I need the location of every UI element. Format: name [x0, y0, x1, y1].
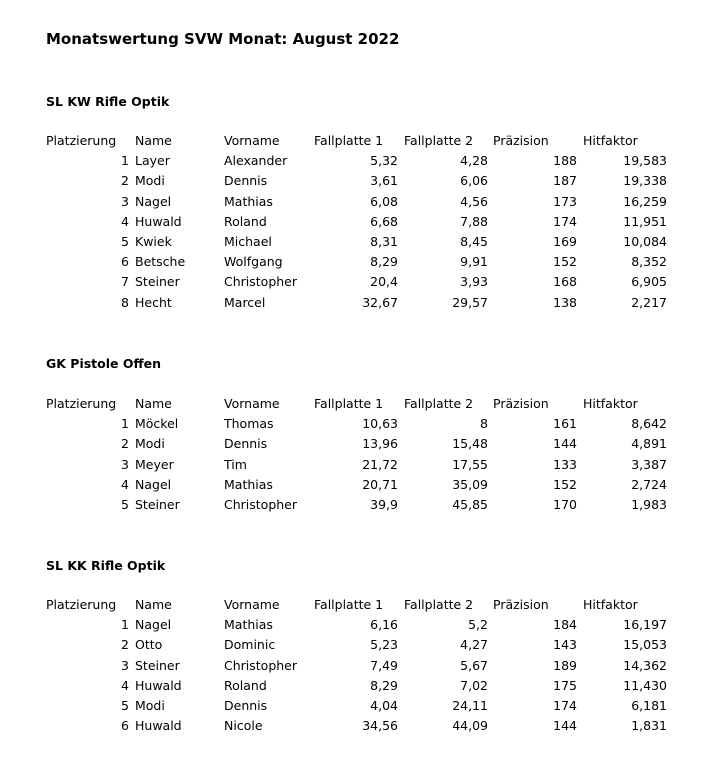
- cell-hitfaktor: 16,259: [623, 193, 667, 209]
- cell-placement: 4: [121, 476, 129, 492]
- cell-fallplatte-2: 7,88: [460, 213, 488, 229]
- header-vorname: Vorname: [224, 396, 280, 411]
- cell-fallplatte-1: 4,04: [370, 697, 398, 713]
- cell-praezision: 144: [553, 436, 577, 452]
- cell-hitfaktor: 3,387: [631, 456, 667, 472]
- cell-vorname: Michael: [224, 233, 272, 249]
- cell-placement: 1: [121, 617, 129, 633]
- cell-fallplatte-2: 24,11: [452, 697, 488, 713]
- cell-fallplatte-2: 15,48: [452, 436, 488, 452]
- cell-hitfaktor: 1,983: [631, 496, 667, 512]
- cell-fallplatte-2: 17,55: [452, 456, 488, 472]
- cell-praezision: 173: [553, 193, 577, 209]
- cell-placement: 3: [121, 657, 129, 673]
- cell-placement: 8: [121, 294, 129, 310]
- cell-name: Möckel: [135, 416, 179, 432]
- cell-placement: 3: [121, 193, 129, 209]
- cell-fallplatte-1: 6,68: [370, 213, 398, 229]
- header-fallplatte-1: Fallplatte 1: [314, 133, 384, 148]
- cell-vorname: Roland: [224, 677, 267, 693]
- cell-fallplatte-1: 32,67: [362, 294, 398, 310]
- cell-praezision: 174: [553, 213, 577, 229]
- header-vorname: Vorname: [224, 133, 280, 148]
- cell-placement: 4: [121, 677, 129, 693]
- cell-hitfaktor: 1,831: [631, 718, 667, 734]
- cell-fallplatte-2: 7,02: [460, 677, 488, 693]
- cell-name: Huwald: [135, 718, 182, 734]
- table-header-row: [0, 595, 712, 615]
- table-row: [0, 656, 712, 676]
- cell-fallplatte-1: 39,9: [370, 496, 398, 512]
- cell-fallplatte-2: 29,57: [452, 294, 488, 310]
- cell-vorname: Alexander: [224, 153, 288, 169]
- header-fallplatte-2: Fallplatte 2: [404, 133, 474, 148]
- table-row: [0, 716, 712, 736]
- cell-fallplatte-2: 6,06: [460, 173, 488, 189]
- cell-fallplatte-1: 20,4: [370, 274, 398, 290]
- cell-praezision: 133: [553, 456, 577, 472]
- table-row: [0, 475, 712, 495]
- cell-vorname: Dennis: [224, 173, 268, 189]
- cell-placement: 5: [121, 496, 129, 512]
- cell-vorname: Mathias: [224, 193, 273, 209]
- cell-hitfaktor: 19,338: [623, 173, 667, 189]
- table-row: [0, 455, 712, 475]
- cell-name: Meyer: [135, 456, 174, 472]
- cell-fallplatte-1: 6,08: [370, 193, 398, 209]
- cell-placement: 2: [121, 436, 129, 452]
- header-name: Name: [135, 597, 172, 612]
- table-row: [0, 434, 712, 454]
- cell-fallplatte-1: 6,16: [370, 617, 398, 633]
- cell-hitfaktor: 4,891: [631, 436, 667, 452]
- table-row: [0, 495, 712, 515]
- cell-fallplatte-1: 3,61: [370, 173, 398, 189]
- cell-name: Steiner: [135, 274, 180, 290]
- header-hitfaktor: Hitfaktor: [583, 597, 638, 612]
- cell-fallplatte-2: 8,45: [460, 233, 488, 249]
- cell-fallplatte-2: 5,2: [468, 617, 488, 633]
- cell-placement: 2: [121, 173, 129, 189]
- cell-praezision: 152: [553, 254, 577, 270]
- header-name: Name: [135, 133, 172, 148]
- cell-name: Hecht: [135, 294, 172, 310]
- page-title: Monatswertung SVW Monat: August 2022: [46, 30, 400, 48]
- cell-name: Nagel: [135, 193, 172, 209]
- cell-fallplatte-2: 3,93: [460, 274, 488, 290]
- table-row: [0, 192, 712, 212]
- table-row: [0, 635, 712, 655]
- cell-name: Huwald: [135, 677, 182, 693]
- header-praezision: Präzision: [493, 597, 549, 612]
- cell-praezision: 144: [553, 718, 577, 734]
- cell-vorname: Dominic: [224, 637, 276, 653]
- cell-fallplatte-1: 7,49: [370, 657, 398, 673]
- cell-praezision: 175: [553, 677, 577, 693]
- header-fallplatte-1: Fallplatte 1: [314, 396, 384, 411]
- table-row: [0, 293, 712, 313]
- cell-hitfaktor: 2,724: [631, 476, 667, 492]
- cell-placement: 4: [121, 213, 129, 229]
- section-title-gk-pistole-offen: GK Pistole Offen: [46, 356, 161, 371]
- cell-fallplatte-2: 35,09: [452, 476, 488, 492]
- cell-name: Betsche: [135, 254, 186, 270]
- cell-vorname: Christopher: [224, 274, 298, 290]
- cell-placement: 2: [121, 637, 129, 653]
- cell-praezision: 152: [553, 476, 577, 492]
- section-title-sl-kk-rifle-optik: SL KK Rifle Optik: [46, 558, 166, 573]
- cell-fallplatte-2: 4,27: [460, 637, 488, 653]
- results-table-sl-kk-rifle-optik: [0, 595, 712, 736]
- cell-name: Nagel: [135, 476, 172, 492]
- cell-name: Modi: [135, 173, 165, 189]
- cell-fallplatte-2: 9,91: [460, 254, 488, 270]
- cell-vorname: Roland: [224, 213, 267, 229]
- cell-fallplatte-1: 10,63: [362, 416, 398, 432]
- cell-vorname: Marcel: [224, 294, 266, 310]
- cell-placement: 7: [121, 274, 129, 290]
- cell-hitfaktor: 6,905: [631, 274, 667, 290]
- cell-vorname: Mathias: [224, 476, 273, 492]
- cell-vorname: Wolfgang: [224, 254, 283, 270]
- cell-name: Modi: [135, 436, 165, 452]
- table-row: [0, 414, 712, 434]
- cell-placement: 5: [121, 233, 129, 249]
- cell-praezision: 138: [553, 294, 577, 310]
- header-hitfaktor: Hitfaktor: [583, 396, 638, 411]
- table-row: [0, 272, 712, 292]
- cell-praezision: 169: [553, 233, 577, 249]
- table-row: [0, 151, 712, 171]
- cell-placement: 6: [121, 718, 129, 734]
- cell-praezision: 174: [553, 697, 577, 713]
- cell-hitfaktor: 19,583: [623, 153, 667, 169]
- cell-vorname: Thomas: [224, 416, 274, 432]
- cell-placement: 6: [121, 254, 129, 270]
- header-fallplatte-1: Fallplatte 1: [314, 597, 384, 612]
- cell-fallplatte-1: 13,96: [362, 436, 398, 452]
- cell-praezision: 188: [553, 153, 577, 169]
- cell-hitfaktor: 10,084: [623, 233, 667, 249]
- header-hitfaktor: Hitfaktor: [583, 133, 638, 148]
- cell-hitfaktor: 14,362: [623, 657, 667, 673]
- cell-praezision: 184: [553, 617, 577, 633]
- results-table-gk-pistole-offen: [0, 394, 712, 515]
- table-header-row: [0, 131, 712, 151]
- cell-praezision: 143: [553, 637, 577, 653]
- cell-fallplatte-1: 8,29: [370, 677, 398, 693]
- cell-fallplatte-2: 8: [480, 416, 488, 432]
- cell-praezision: 187: [553, 173, 577, 189]
- cell-hitfaktor: 16,197: [623, 617, 667, 633]
- cell-hitfaktor: 6,181: [631, 697, 667, 713]
- table-row: [0, 696, 712, 716]
- cell-fallplatte-1: 5,32: [370, 153, 398, 169]
- table-row: [0, 212, 712, 232]
- cell-praezision: 189: [553, 657, 577, 673]
- cell-fallplatte-1: 8,31: [370, 233, 398, 249]
- section-title-sl-kw-rifle-optik: SL KW Rifle Optik: [46, 94, 170, 109]
- cell-name: Layer: [135, 153, 170, 169]
- cell-name: Huwald: [135, 213, 182, 229]
- cell-hitfaktor: 15,053: [623, 637, 667, 653]
- header-praezision: Präzision: [493, 133, 549, 148]
- cell-name: Kwiek: [135, 233, 172, 249]
- cell-hitfaktor: 8,352: [631, 254, 667, 270]
- cell-placement: 5: [121, 697, 129, 713]
- header-placement: Platzierung: [46, 396, 117, 411]
- cell-placement: 1: [121, 153, 129, 169]
- cell-fallplatte-2: 4,28: [460, 153, 488, 169]
- cell-fallplatte-1: 5,23: [370, 637, 398, 653]
- cell-fallplatte-1: 34,56: [362, 718, 398, 734]
- table-row: [0, 252, 712, 272]
- cell-hitfaktor: 11,951: [623, 213, 667, 229]
- table-row: [0, 232, 712, 252]
- cell-name: Modi: [135, 697, 165, 713]
- cell-fallplatte-2: 4,56: [460, 193, 488, 209]
- cell-vorname: Christopher: [224, 657, 298, 673]
- results-table-sl-kw-rifle-optik: [0, 131, 712, 313]
- table-row: [0, 615, 712, 635]
- header-name: Name: [135, 396, 172, 411]
- header-fallplatte-2: Fallplatte 2: [404, 597, 474, 612]
- cell-vorname: Christopher: [224, 496, 298, 512]
- cell-name: Steiner: [135, 657, 180, 673]
- cell-fallplatte-2: 44,09: [452, 718, 488, 734]
- header-placement: Platzierung: [46, 133, 117, 148]
- cell-vorname: Mathias: [224, 617, 273, 633]
- cell-fallplatte-2: 5,67: [460, 657, 488, 673]
- cell-fallplatte-2: 45,85: [452, 496, 488, 512]
- cell-vorname: Nicole: [224, 718, 263, 734]
- cell-hitfaktor: 2,217: [631, 294, 667, 310]
- header-fallplatte-2: Fallplatte 2: [404, 396, 474, 411]
- header-vorname: Vorname: [224, 597, 280, 612]
- cell-placement: 3: [121, 456, 129, 472]
- cell-hitfaktor: 11,430: [623, 677, 667, 693]
- cell-praezision: 170: [553, 496, 577, 512]
- cell-placement: 1: [121, 416, 129, 432]
- cell-vorname: Dennis: [224, 697, 268, 713]
- cell-praezision: 168: [553, 274, 577, 290]
- cell-name: Steiner: [135, 496, 180, 512]
- table-row: [0, 171, 712, 191]
- header-placement: Platzierung: [46, 597, 117, 612]
- cell-fallplatte-1: 8,29: [370, 254, 398, 270]
- cell-fallplatte-1: 20,71: [362, 476, 398, 492]
- table-header-row: [0, 394, 712, 414]
- cell-vorname: Dennis: [224, 436, 268, 452]
- header-praezision: Präzision: [493, 396, 549, 411]
- cell-name: Nagel: [135, 617, 172, 633]
- cell-vorname: Tim: [224, 456, 247, 472]
- cell-hitfaktor: 8,642: [631, 416, 667, 432]
- cell-praezision: 161: [553, 416, 577, 432]
- cell-fallplatte-1: 21,72: [362, 456, 398, 472]
- table-row: [0, 676, 712, 696]
- cell-name: Otto: [135, 637, 163, 653]
